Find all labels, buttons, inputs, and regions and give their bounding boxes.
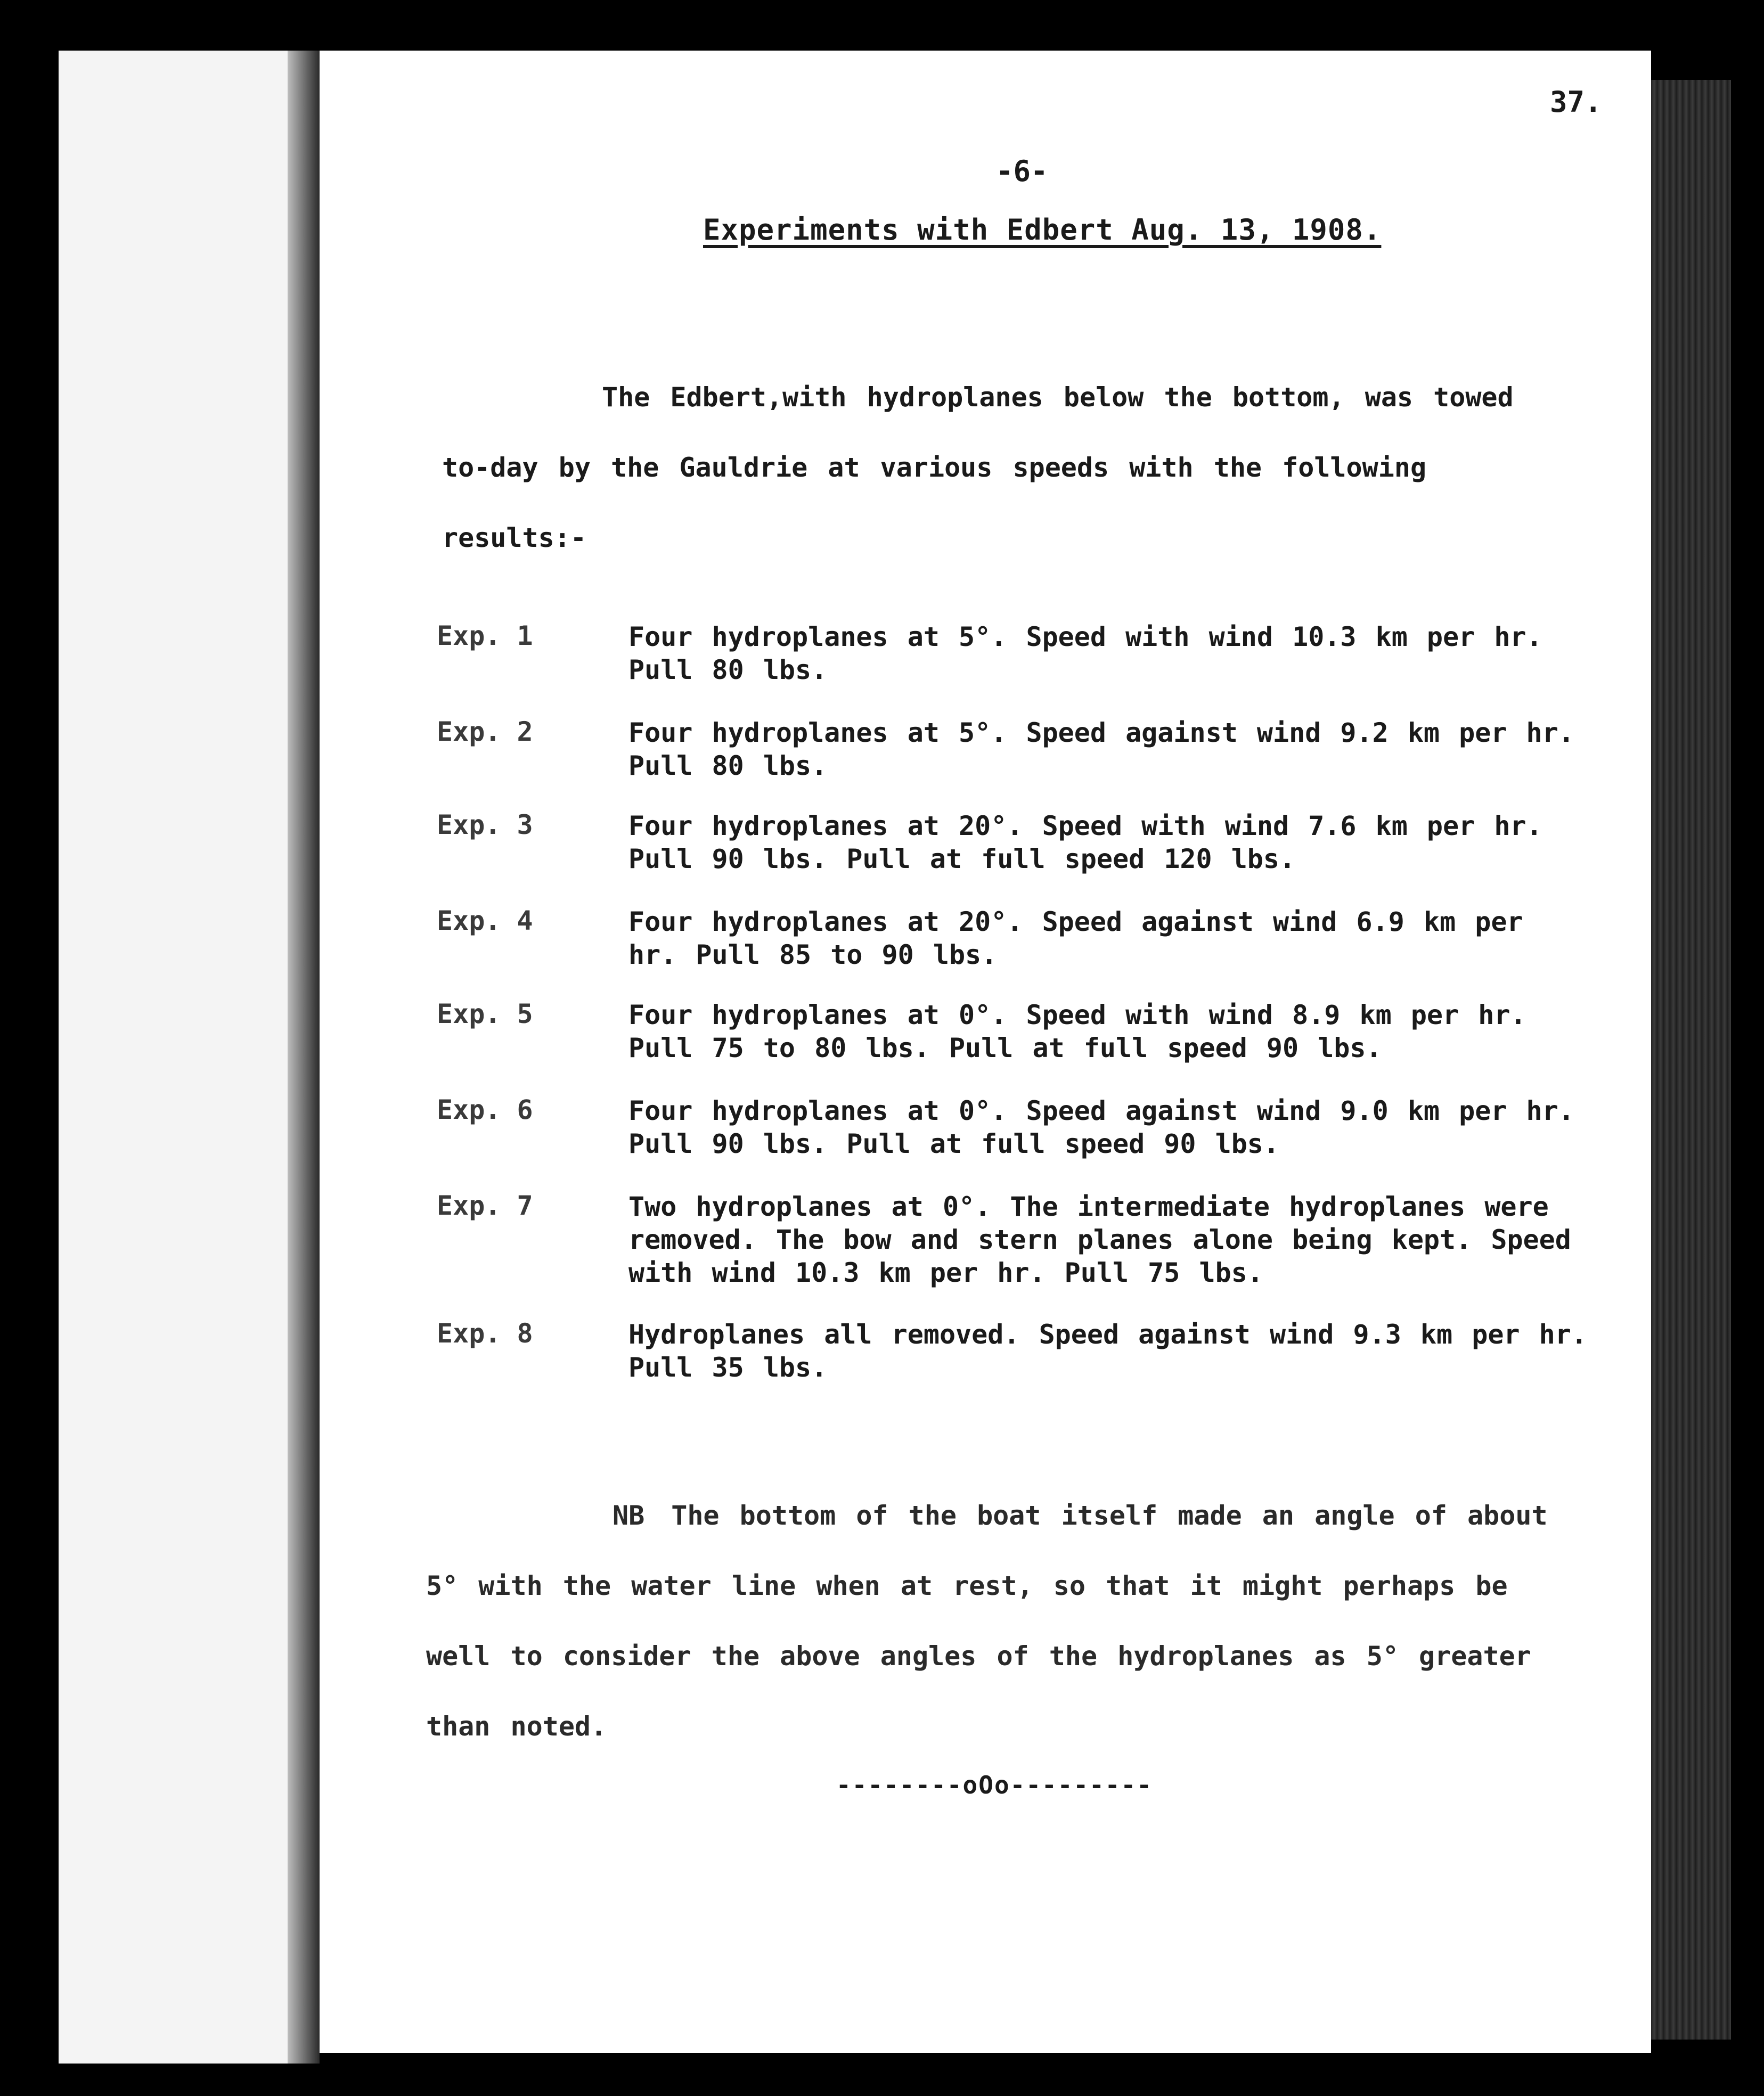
experiment-label: Exp. 1 [437,620,533,651]
experiment-row [437,1094,1587,1160]
page-stack-edge [1651,80,1731,2040]
end-divider: --------oOo--------- [836,1771,1153,1799]
experiment-text: Four hydroplanes at 5°. Speed with wind 10.3 km per hr. Pull 80 lbs. [628,621,1542,685]
experiment-label: Exp. 8 [437,1318,533,1349]
experiment-label: Exp. 7 [437,1190,533,1221]
experiment-text: Two hydroplanes at 0°. The intermediate hydroplanes were removed. The bow and stern planes alone being kept. Speed with wind 10.3 km per hr. Pull 75 lbs. [628,1191,1571,1288]
note-paragraph [426,1480,1571,1762]
experiment-row [437,905,1587,971]
left-page-edge [59,51,309,2064]
document-page [320,51,1651,2053]
experiment-label: Exp. 6 [437,1094,533,1125]
note-text: The bottom of the boat itself made an angle of about 5° with the water line when at rest, so that it might perhaps be well to consider the above angles of the hydroplanes as 5° greater than noted. [426,1500,1548,1742]
experiment-text: Four hydroplanes at 20°. Speed against wind 6.9 km per hr. Pull 85 to 90 lbs. [628,906,1523,970]
experiment-text: Hydroplanes all removed. Speed against wind 9.3 km per hr. Pull 35 lbs. [628,1319,1587,1383]
experiment-label: Exp. 3 [437,809,533,840]
page-number: 37. [1550,85,1602,119]
experiment-row [437,998,1587,1065]
experiment-text: Four hydroplanes at 0°. Speed against wind 9.0 km per hr. Pull 90 lbs. Pull at full speed 90 lbs. [628,1095,1574,1159]
experiment-row [437,1318,1587,1384]
experiment-label: Exp. 4 [437,905,533,936]
experiment-label: Exp. 5 [437,998,533,1029]
experiment-row [437,620,1587,686]
experiment-label: Exp. 2 [437,716,533,747]
experiment-row [437,809,1587,875]
document-title: Experiments with Edbert Aug. 13, 1908. [703,213,1382,247]
experiment-text: Four hydroplanes at 0°. Speed with wind 8.9 km per hr. Pull 75 to 80 lbs. Pull at full speed 90 lbs. [628,1000,1526,1063]
experiment-row [437,1190,1587,1289]
page-marker: -6- [996,154,1048,188]
book-gutter [288,51,320,2064]
experiment-row [437,716,1587,782]
note-label: NB [612,1500,645,1531]
experiment-text: Four hydroplanes at 5°. Speed against wind 9.2 km per hr. Pull 80 lbs. [628,717,1574,781]
experiment-text: Four hydroplanes at 20°. Speed with wind 7.6 km per hr. Pull 90 lbs. Pull at full speed 120 lbs. [628,810,1542,874]
intro-paragraph: The Edbert,with hydroplanes below the bottom, was towed to-day by the Gauldrie at various speeds with the following results:- [442,382,1514,553]
